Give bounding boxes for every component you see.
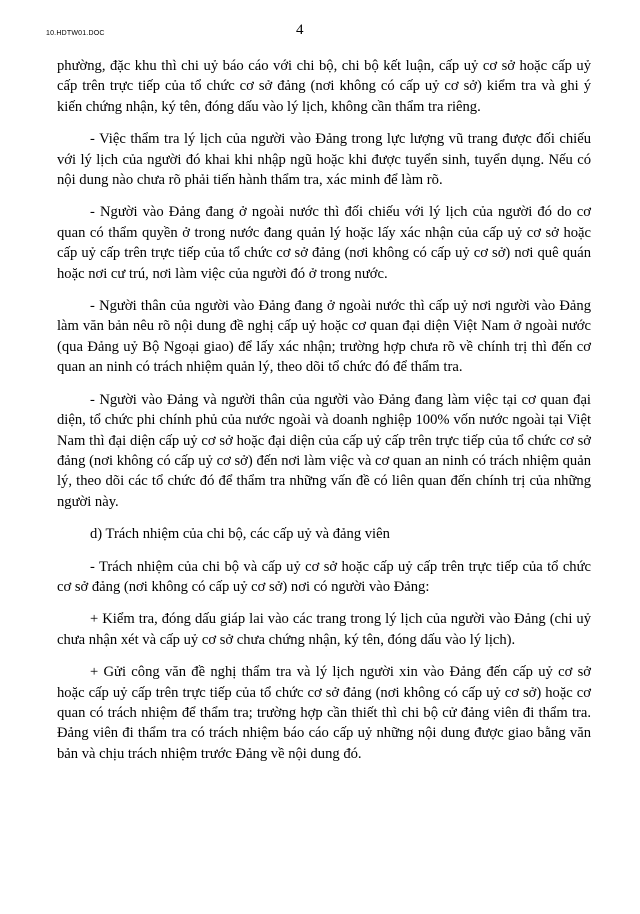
paragraph-armed-forces: - Việc thẩm tra lý lịch của người vào Đảng trong lực lượng vũ trang được đối chiếu với lý lịch của người đó khai khi nhập ngũ hoặc khi được tuyển sinh, tuyển dụng. Nếu có nội dung nào chưa rõ phải tiến hành thẩm tra, xác minh để làm rõ.: [57, 131, 591, 189]
document-body: [57, 56, 591, 776]
section-heading-responsibilities: d) Trách nhiệm của chi bộ, các cấp uỷ và đảng viên: [90, 526, 390, 543]
paragraph-abroad-relatives: - Người thân của người vào Đảng đang ở ngoài nước thì cấp uỷ nơi người vào Đảng làm văn bản nêu rõ nội dung đề nghị cấp uỷ hoặc cơ quan đại diện Việt Nam ở ngoài nước (qua Đảng uỷ Bộ Ngoại giao) để lấy xác nhận; trường hợp chưa rõ về chính trị thì đến cơ quan an ninh có trách nhiệm quản lý, theo dõi tổ chức đó để thẩm tra.: [57, 298, 591, 376]
document-code: 10.HDTW01.DOC: [46, 30, 105, 37]
paragraph-check-stamp: + Kiểm tra, đóng dấu giáp lai vào các trang trong lý lịch của người vào Đảng (chi uỷ chưa nhận xét và cấp uỷ cơ sở chưa chứng nhận, ký tên, đóng dấu vào lý lịch).: [57, 611, 591, 648]
paragraph-continuation: phường, đặc khu thì chi uỷ báo cáo với chi bộ, chi bộ kết luận, cấp uỷ cơ sở hoặc cấp uỷ cấp trên trực tiếp của tổ chức cơ sở đảng (nơi không có cấp uỷ cơ sở) kiểm tra và ghi ý kiến chứng nhận, ký tên, đóng dấu vào lý lịch, không cần thẩm tra riêng.: [57, 58, 591, 115]
paragraph-cell-responsibility: - Trách nhiệm của chi bộ và cấp uỷ cơ sở hoặc cấp uỷ cấp trên trực tiếp của tổ chức cơ sở đảng (nơi không có cấp uỷ cơ sở) nơi có người vào Đảng:: [57, 558, 591, 595]
paragraph-send-request: + Gửi công văn đề nghị thẩm tra và lý lịch người xin vào Đảng đến cấp uỷ cơ sở hoặc cấp uỷ cấp trên trực tiếp của tổ chức cơ sở đảng (nơi không có cấp uỷ cơ sở) hoặc cơ quan có trách nhiệm để thẩm tra; trường hợp cần thiết thì chi bộ cử đảng viên đi thẩm tra. Đảng viên đi thẩm tra có trách nhiệm báo cáo cấp uỷ những nội dung được giao bằng văn bản và chịu trách nhiệm trước Đảng về nội dung đó.: [57, 664, 591, 762]
paragraph-abroad-applicant: - Người vào Đảng đang ở ngoài nước thì đối chiếu với lý lịch của người đó do cơ quan có thẩm quyền ở trong nước đang quản lý hoặc lấy xác nhận của cấp uỷ cơ sở hoặc cấp uỷ cấp trên trực tiếp của tổ chức cơ sở đảng (nơi không có cấp uỷ cơ sở) nơi quê quán hoặc nơi cư trú, nơi làm việc của người đó ở trong nước.: [57, 204, 591, 282]
page-number: 4: [296, 22, 304, 38]
paragraph-foreign-organizations: - Người vào Đảng và người thân của người vào Đảng đang làm việc tại cơ quan đại diện, tổ chức phi chính phủ của nước ngoài và doanh nghiệp 100% vốn nước ngoài tại Việt Nam thì đại diện cấp uỷ cơ sở hoặc đại diện của cấp uỷ cấp trên trực tiếp của tổ chức cơ sở đảng (nơi không có cấp uỷ cơ sở) đến nơi làm việc và cơ quan an ninh có trách nhiệm quản lý, theo dõi các tổ chức đó để thẩm tra những vấn đề có liên quan đến chính trị của những người này.: [57, 391, 591, 510]
